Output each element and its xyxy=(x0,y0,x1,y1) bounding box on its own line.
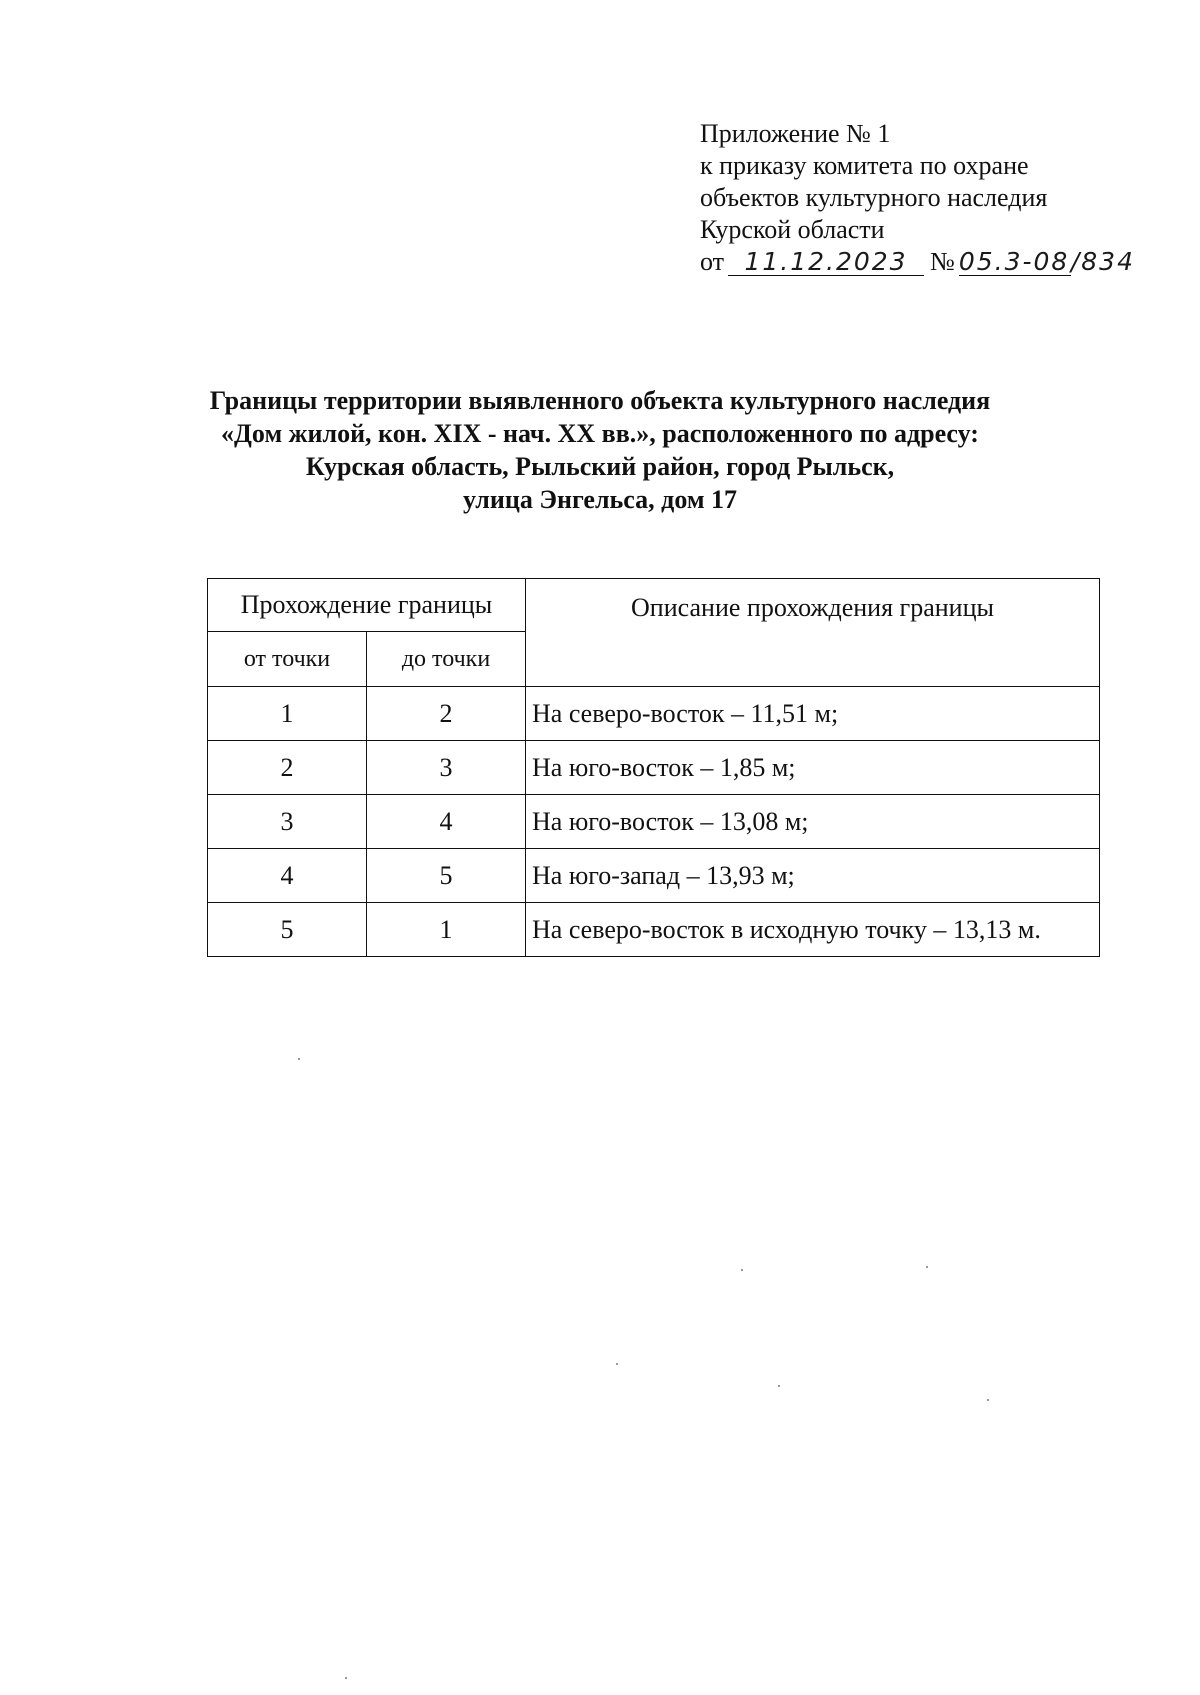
title-line-3: Курская область, Рыльский район, город Рыльск, xyxy=(305,452,895,481)
from-label: от xyxy=(700,247,725,276)
appendix-committee: объектов культурного наследия xyxy=(700,183,1048,212)
document-title xyxy=(160,384,1040,516)
cell-to: 5 xyxy=(367,849,526,903)
appendix-number: Приложение № 1 xyxy=(700,119,891,148)
table-header-row xyxy=(208,579,1100,632)
cell-from: 1 xyxy=(208,687,367,741)
cell-to: 2 xyxy=(367,687,526,741)
table-row xyxy=(208,795,1100,849)
scan-speck xyxy=(987,1399,989,1401)
title-line-2: «Дом жилой, кон. XIX - нач. XX вв.», расположенного по адресу: xyxy=(221,419,979,448)
header-boundary-passage: Прохождение границы xyxy=(208,579,526,632)
cell-to: 4 xyxy=(367,795,526,849)
table-row xyxy=(208,687,1100,741)
cell-description: На северо-восток – 11,51 м; xyxy=(526,687,1100,741)
scan-speck xyxy=(345,1677,347,1679)
cell-from: 4 xyxy=(208,849,367,903)
cell-from: 5 xyxy=(208,903,367,957)
boundary-table xyxy=(207,578,1100,957)
scan-speck xyxy=(926,1266,928,1268)
cell-description: На юго-восток – 1,85 м; xyxy=(526,741,1100,795)
table-row xyxy=(208,849,1100,903)
cell-description: На юго-запад – 13,93 м; xyxy=(526,849,1100,903)
scan-speck xyxy=(298,1058,300,1060)
header-from-point: от точки xyxy=(208,632,367,687)
appendix-header xyxy=(700,118,1135,278)
cell-to: 3 xyxy=(367,741,526,795)
table-row xyxy=(208,741,1100,795)
cell-to: 1 xyxy=(367,903,526,957)
number-label: № xyxy=(930,247,955,276)
appendix-region: Курской области xyxy=(700,215,885,244)
header-description: Описание прохождения границы xyxy=(526,579,1100,687)
cell-from: 2 xyxy=(208,741,367,795)
cell-description: На юго-восток – 13,08 м; xyxy=(526,795,1100,849)
scan-speck xyxy=(778,1385,780,1387)
order-number-handwritten: 05.3-08 xyxy=(958,247,1070,276)
order-date-number-line xyxy=(700,246,1135,278)
header-to-point: до точки xyxy=(367,632,526,687)
order-number-tail-handwritten: /834 xyxy=(1070,247,1135,276)
scan-speck xyxy=(616,1363,618,1365)
table-row xyxy=(208,903,1100,957)
cell-from: 3 xyxy=(208,795,367,849)
order-date-handwritten: 11.12.2023 xyxy=(728,249,924,276)
appendix-order-ref: к приказу комитета по охране xyxy=(700,151,1029,180)
title-line-1: Границы территории выявленного объекта культурного наследия xyxy=(209,386,991,415)
cell-description: На северо-восток в исходную точку – 13,13 м. xyxy=(526,903,1100,957)
title-line-4: улица Энгельса, дом 17 xyxy=(462,485,738,514)
scan-speck xyxy=(741,1269,743,1271)
